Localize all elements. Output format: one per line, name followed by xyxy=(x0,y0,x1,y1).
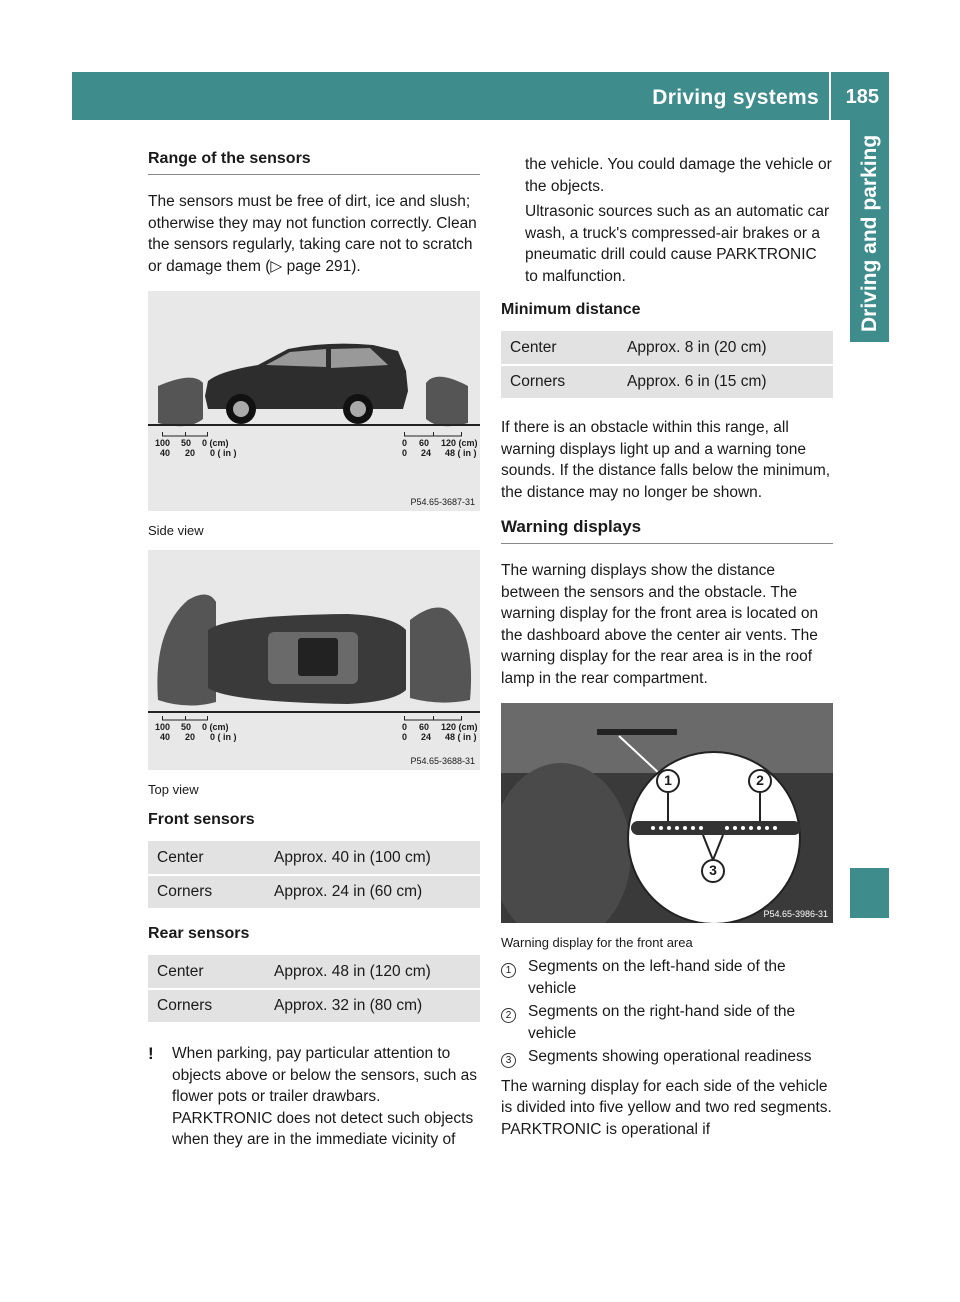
chapter-tab-label: Driving and parking xyxy=(858,134,881,332)
table-row: Corners Approx. 24 in (60 cm) xyxy=(148,875,480,909)
caution-continued: the vehicle. You could damage the vehicle or the objects. xyxy=(525,156,832,195)
warning-outro: The warning display for each side of the vehicle is divided into five yellow and two red segments. PARKTRONIC is operational if xyxy=(501,1077,832,1138)
list-item: 1 Segments on the left-hand side of the vehicle xyxy=(501,956,833,999)
callout-number: 2 xyxy=(501,1008,516,1023)
table-row: Center Approx. 48 in (120 cm) xyxy=(148,955,480,989)
right-scale: 0 60 120 (cm) 0 24 48 ( in ) xyxy=(402,722,478,742)
side-view-caption: Side view xyxy=(148,523,204,538)
range-heading: Range of the sensors xyxy=(148,150,480,175)
callout-number: 3 xyxy=(501,1053,516,1068)
top-view-caption: Top view xyxy=(148,782,199,797)
min-distance-note: If there is an obstacle within this range, all warning displays light up and a warning tone sounds. If the distance falls below the minimum, the distance may no longer be shown. xyxy=(501,419,831,501)
chapter-tab xyxy=(850,120,889,342)
page-number: 185 xyxy=(845,86,879,108)
warning-heading: Warning displays xyxy=(501,517,833,544)
caution-icon: ! xyxy=(148,1044,154,1063)
header-separator xyxy=(829,72,831,120)
table-row: Center Approx. 40 in (100 cm) xyxy=(148,841,480,875)
ultrasonic-note: Ultrasonic sources such as an automatic car wash, a truck's compressed-air brakes or a pneumatic drill could cause PARKTRONIC to malfunction. xyxy=(525,203,830,285)
min-distance-table xyxy=(501,331,833,400)
list-item: 2 Segments on the right-hand side of the vehicle xyxy=(501,1001,833,1044)
left-scale: 100 50 0 (cm) 40 20 0 ( in ) xyxy=(155,438,237,458)
rear-sensors-heading: Rear sensors xyxy=(148,925,250,942)
section-title: Driving systems xyxy=(652,86,819,109)
right-scale: 0 60 120 (cm) 0 24 48 ( in ) xyxy=(402,438,478,458)
right-column xyxy=(501,154,833,1140)
table-row: Center Approx. 8 in (20 cm) xyxy=(501,331,833,365)
range-intro: The sensors must be free of dirt, ice and slush; otherwise they may not function correctly. Clean the sensors regularly, taking care not to scratch or damage them (▷ page 291). xyxy=(148,193,477,275)
callout-number: 1 xyxy=(501,963,516,978)
figure-ref: P54.65-3986-31 xyxy=(763,909,828,919)
figure-ref: P54.65-3687-31 xyxy=(410,497,475,507)
left-scale: 100 50 0 (cm) 40 20 0 ( in ) xyxy=(155,722,237,742)
callout-2: 2 xyxy=(756,772,764,788)
callout-3: 3 xyxy=(709,862,717,878)
table-row: Corners Approx. 32 in (80 cm) xyxy=(148,989,480,1023)
legend-list xyxy=(501,956,833,1070)
top-view-figure xyxy=(148,550,480,770)
list-item: 3 Segments showing operational readiness xyxy=(501,1046,833,1070)
warning-display-figure xyxy=(501,703,833,923)
front-sensors-heading: Front sensors xyxy=(148,811,255,828)
caution-text: When parking, pay particular attention to objects above or below the sensors, such as flower pots or trailer drawbars. PARKTRONIC does not detect such objects when they are in the immediate vicinity of xyxy=(172,1045,478,1148)
warning-figure-caption: Warning display for the front area xyxy=(501,935,693,950)
front-sensors-table xyxy=(148,841,480,910)
warning-intro: The warning displays show the distance between the sensors and the obstacle. The warning display for the front area is located on the dashboard above the center air vents. The warning display for the rear area is in the roof lamp in the rear compartment. xyxy=(501,562,819,687)
caution-notice xyxy=(148,1043,480,1151)
callout-1: 1 xyxy=(664,772,672,788)
min-distance-heading: Minimum distance xyxy=(501,301,641,318)
header-bar xyxy=(72,72,889,120)
left-column xyxy=(148,150,480,1151)
chapter-marker xyxy=(850,868,889,918)
figure-ref: P54.65-3688-31 xyxy=(410,756,475,766)
page-reference: (▷ page 291). xyxy=(265,257,361,275)
table-row: Corners Approx. 6 in (15 cm) xyxy=(501,365,833,399)
side-view-figure xyxy=(148,291,480,511)
rear-sensors-table xyxy=(148,955,480,1024)
